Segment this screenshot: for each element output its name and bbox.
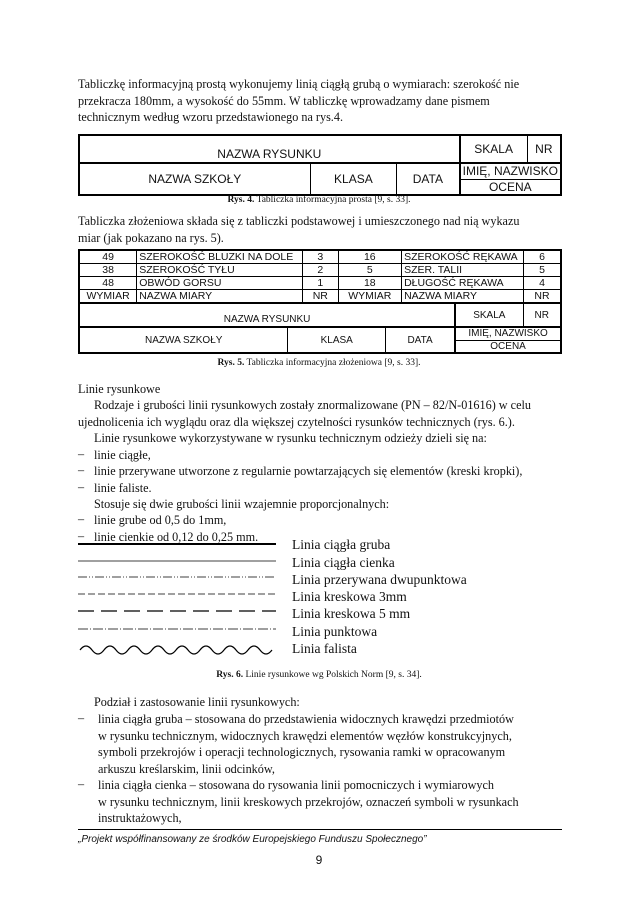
intro-line-3: technicznym według wzoru przedstawionego na rys.4. [78,110,343,124]
section-paragraph-2: Linie rysunkowe wykorzystywane w rysunku technicznym odzieży dzieli się na: [94,431,487,445]
caption-fig5 [0,358,638,368]
intro-paragraph [78,76,562,126]
date-cell: DATA [397,163,460,195]
list-item [78,512,84,527]
measure-name: SZEROKOŚĆ RĘKAWA [402,250,524,264]
caption-fig5-label: Rys. 5. [217,358,245,368]
measure-number-header: NR [523,290,561,304]
scale-cell: SKALA [455,303,523,327]
list-bullet: – [78,512,85,526]
measure-value: 18 [338,277,402,290]
measure-name: OBWÓD GORSU [137,277,303,290]
measure-name: SZEROKOŚĆ BLUZKI NA DOLE [137,250,303,264]
legend-label: Linia punktowa [292,624,378,639]
section-paragraph-3: Stosuje się dwie grubości linii wzajemnie proporcjonalnych: [94,497,390,511]
caption-fig6-text: Linie rysunkowe wg Polskich Norm [9, s. 34]. [243,670,422,680]
measurements-row [79,277,561,290]
legend-label: Linia ciągła cienka [292,555,395,570]
measure-number: 6 [523,250,561,264]
line-samples-figure [78,538,282,668]
usage-item-line: linia ciągła gruba – stosowana do przedstawienia widocznych krawędzi przedmiotów [98,712,514,726]
list-item-text: linie grube od 0,5 do 1mm, [94,513,227,527]
measure-value: 38 [79,264,137,277]
usage-item-thin [98,777,562,827]
usage-heading: Podział i zastosowanie linii rysunkowych: [94,695,300,709]
list-item [78,447,84,462]
simple-title-block-table [78,134,562,196]
measure-value: 16 [338,250,402,264]
measure-number: 1 [303,277,339,290]
measurements-header-row [79,290,561,304]
section-paragraph-1 [78,397,562,430]
assembly-line-1: Tabliczka złożeniowa składa się z tabliczki podstawowej i umieszczonego nad nią wykazu [78,214,520,228]
class-cell: KLASA [288,327,386,353]
number-cell: NR [527,135,561,163]
measure-value: 5 [338,264,402,277]
measure-value-header: WYMIAR [338,290,402,304]
drawing-name-cell: NAZWA RYSUNKU [79,303,455,327]
measure-value-header: WYMIAR [79,290,137,304]
usage-item-thick [98,711,562,777]
list-bullet: – [78,529,85,543]
measure-name: SZEROKOŚĆ TYŁU [137,264,303,277]
list-bullet: – [78,463,85,477]
usage-item-line: linia ciągła cienka – stosowana do rysowania linii pomocniczych i wymiarowych [98,778,494,792]
usage-item-line: symboli przekrojów i operacji technologicznych, rysowania ramki w opracowanym [98,745,506,759]
drawing-name-cell: NAZWA RYSUNKU [79,135,460,163]
measurements-row [79,264,561,277]
assembly-line-2: miar (jak pokazano na rys. 5). [78,230,224,245]
assembly-title-block-table [78,302,562,354]
list-bullet: – [78,777,85,791]
list-bullet: – [78,480,85,494]
number-cell: NR [523,303,561,327]
class-cell: KLASA [310,163,396,195]
measure-number: 5 [523,264,561,277]
name-surname-cell: IMIĘ, NAZWISKO [460,163,561,179]
school-name-cell: NAZWA SZKOŁY [79,327,288,353]
usage-item-line: instruktażowych, [98,811,182,825]
list-item [78,463,84,478]
caption-fig4 [0,195,638,205]
footer-divider [78,829,562,830]
intro-line-1: Tabliczkę informacyjną prostą wykonujemy linią ciągłą grubą o wymiarach: szerokość nie [78,77,520,91]
measure-value: 49 [79,250,137,264]
list-item [78,480,84,495]
measure-name: SZER. TALII [402,264,524,277]
usage-item-line: w rysunku technicznym, widocznych krawędzi elementów węzłów konstrukcyjnych, [98,728,512,743]
list-item-text: linie ciągłe, [94,448,151,462]
wavy-line-sample [80,646,272,654]
measure-name-header: NAZWA MIARY [137,290,303,304]
measurements-table [78,249,562,304]
date-cell: DATA [385,327,455,353]
measure-number: 3 [303,250,339,264]
caption-fig5-text: Tabliczka informacyjna złożeniowa [9, s. 33]. [244,358,421,368]
list-item [78,711,84,726]
caption-fig4-label: Rys. 4. [227,195,255,205]
school-name-cell: NAZWA SZKOŁY [79,163,310,195]
usage-item-line: arkuszu kreślarskim, linii odcinków, [98,761,275,776]
measure-name: DŁUGOŚĆ RĘKAWA [402,277,524,290]
assembly-paragraph [78,213,562,246]
section-p1-line-2: ujednolicenia ich wyglądu oraz dla większej czytelności rysunków technicznych (rys. 6.). [78,414,515,429]
list-bullet: – [78,711,85,725]
intro-line-2: przekracza 180mm, a wysokość do 55mm. W tabliczkę wprowadzamy dane pismem [78,93,490,108]
page-number: 9 [315,853,323,867]
legend-label: Linia kreskowa 3mm [292,589,407,604]
section-p1-line-1: Rodzaje i grubości linii rysunkowych zostały znormalizowane (PN – 82/N-01616) w celu [94,398,531,412]
caption-fig4-text: Tabliczka informacyjna prosta [9, s. 33]. [254,195,411,205]
legend-label: Linia falista [292,641,357,656]
footer-note: „Projekt współfinansowany ze środków Europejskiego Funduszu Społecznego” [78,834,427,845]
list-bullet: – [78,447,85,461]
measurements-row [79,250,561,264]
grade-cell: OCENA [460,179,561,195]
measure-number: 2 [303,264,339,277]
section-heading: Linie rysunkowe [78,382,161,396]
measure-number-header: NR [303,290,339,304]
list-item-text: linie cienkie od 0,12 do 0,25 mm. [94,530,259,544]
measure-name-header: NAZWA MIARY [402,290,524,304]
usage-item-line: w rysunku technicznym, linii kreskowych przekrojów, oznaczeń symboli w rysunkach [98,794,519,809]
scale-cell: SKALA [460,135,528,163]
legend-label: Linia kreskowa 5 mm [292,606,411,621]
legend-label: Linia przerywana dwupunktowa [292,572,467,587]
caption-fig6-label: Rys. 6. [216,670,244,680]
grade-cell: OCENA [455,340,561,353]
legend-label: Linia ciągła gruba [292,537,391,552]
name-surname-cell: IMIĘ, NAZWISKO [455,327,561,340]
measure-value: 48 [79,277,137,290]
list-item-text: linie faliste. [94,481,152,495]
measure-number: 4 [523,277,561,290]
list-item [78,777,84,792]
list-item-text: linie przerywane utworzone z regularnie powtarzających się elementów (kreski kropki), [94,464,523,478]
caption-fig6 [0,670,638,680]
